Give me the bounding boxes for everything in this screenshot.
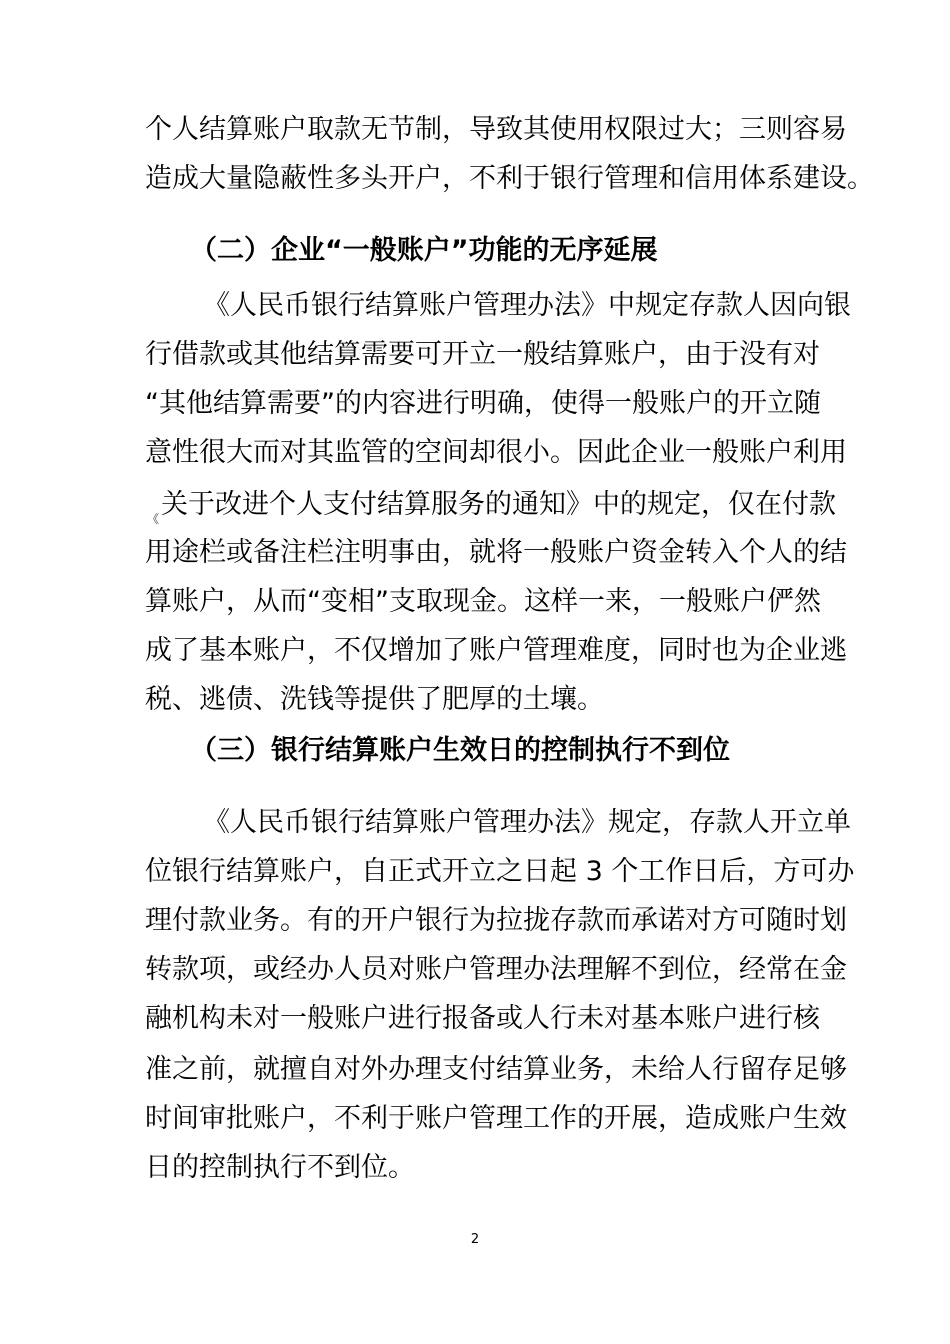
body-line-2: 造成大量隐蔽性多头开户，不利于银行管理和信用体系建设。 (145, 163, 874, 194)
body-line-19: 日的控制执行不到位。 (145, 1152, 415, 1183)
body-line-5: “其他结算需要”的内容进行明确，使得一般账户的开立随 (145, 388, 821, 419)
page-number: 2 (470, 1232, 480, 1247)
body-line-13: 位银行结算账户，自正式开立之日起 3 个工作日后，方可办 (145, 856, 855, 887)
body-line-8: 用途栏或备注栏注明事由，就将一般账户资金转入个人的结 (145, 537, 847, 568)
body-line-11: 税、逃债、洗钱等提供了肥厚的土壤。 (145, 684, 604, 715)
body-line-18: 时间审批账户，不利于账户管理工作的开展，造成账户生效 (145, 1103, 847, 1134)
body-line-3: 《人民币银行结算账户管理办法》中规定存款人因向银 (203, 290, 851, 321)
body-line-7: 关于改进个人支付结算服务的通知》中的规定，仅在付款 (161, 489, 836, 520)
body-line-1: 个人结算账户取款无节制，导致其使用权限过大；三则容易 (145, 114, 847, 145)
body-line-9: 算账户，从而“变相”支取现金。这样一来，一般账户俨然 (145, 586, 821, 617)
section-heading-3: （三）银行结算账户生效日的控制执行不到位 (190, 735, 730, 766)
body-line-10: 成了基本账户，不仅增加了账户管理难度，同时也为企业逃 (145, 635, 847, 666)
small-quote-mark: 《 (147, 512, 160, 526)
section-heading-2: （二）企业“一般账户”功能的无序延展 (190, 235, 658, 266)
body-line-4: 行借款或其他结算需要可开立一般结算账户，由于没有对 (145, 339, 820, 370)
body-line-17: 准之前，就擅自对外办理支付结算业务，未给人行留存足够 (145, 1054, 847, 1085)
body-line-15: 转款项，或经办人员对账户管理办法理解不到位，经常在金 (145, 954, 847, 985)
body-line-6: 意性很大而对其监管的空间却很小。因此企业一般账户利用 (145, 437, 847, 468)
body-line-16: 融机构未对一般账户进行报备或人行未对基本账户进行核 (145, 1003, 820, 1034)
body-line-12: 《人民币银行结算账户管理办法》规定，存款人开立单 (203, 807, 851, 838)
body-line-14: 理付款业务。有的开户银行为拉拢存款而承诺对方可随时划 (145, 905, 847, 936)
